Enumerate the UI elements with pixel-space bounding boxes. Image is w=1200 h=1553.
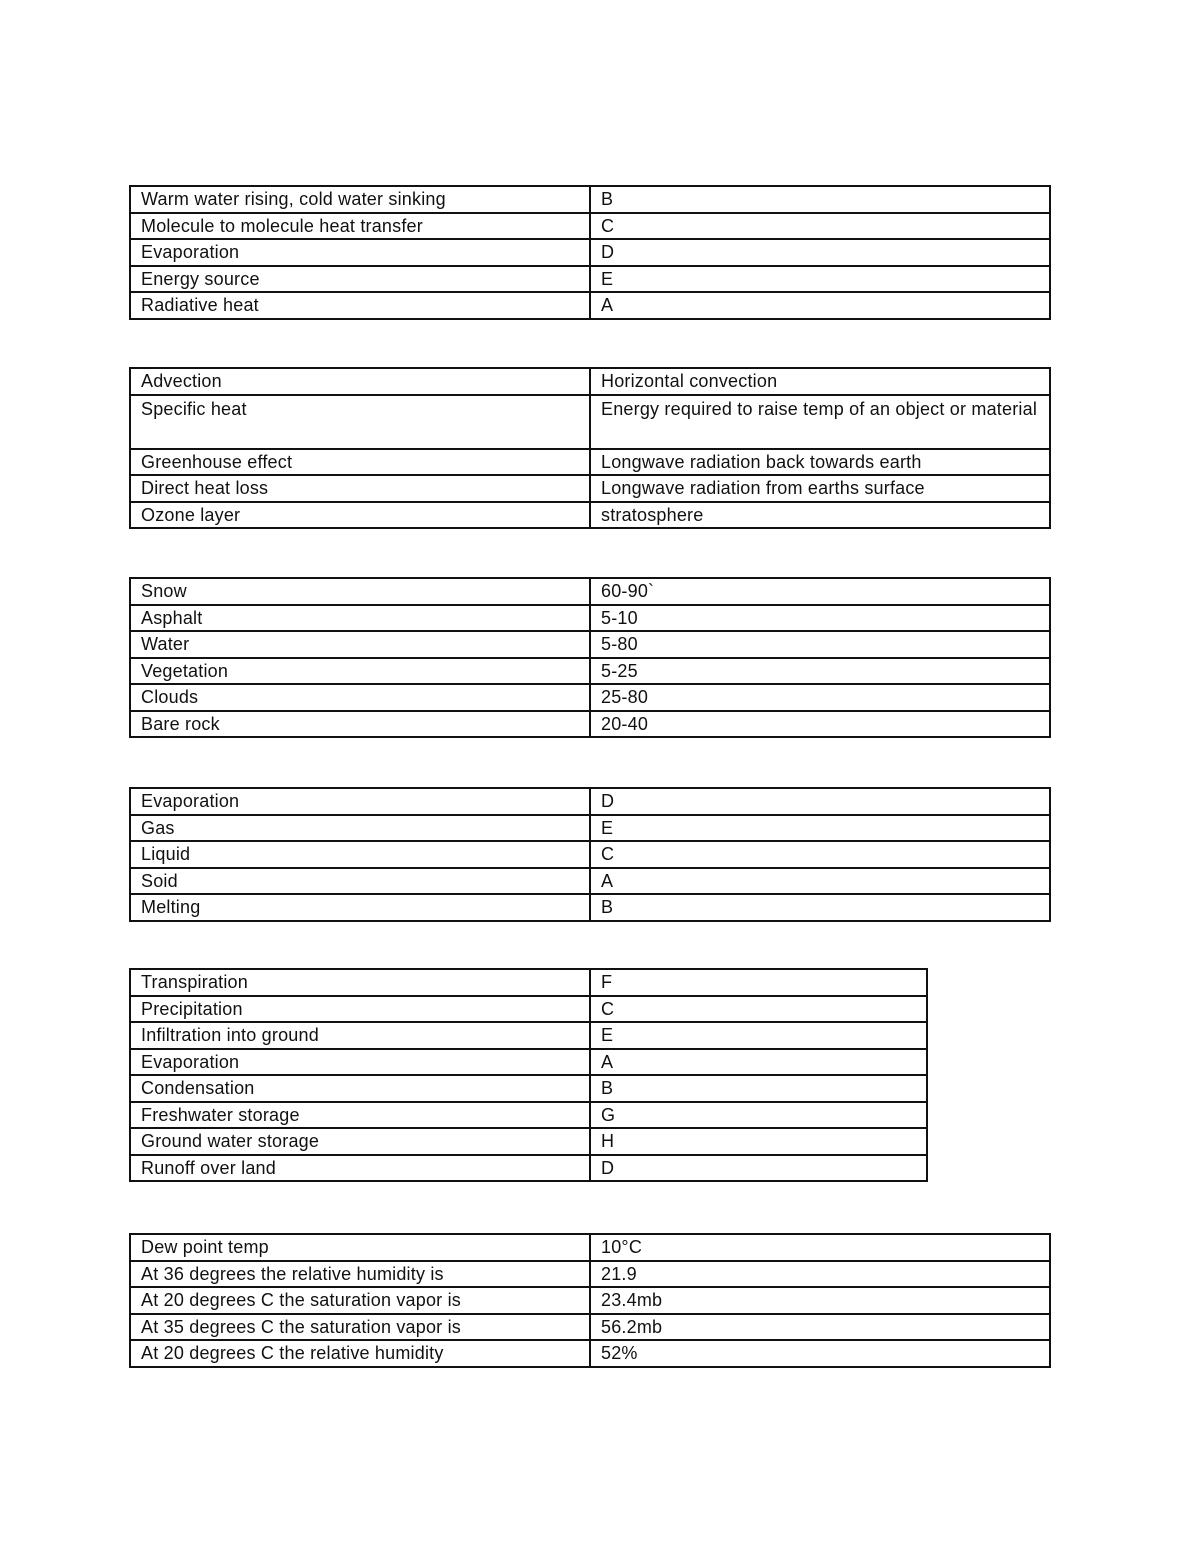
term-cell: Warm water rising, cold water sinking [130,186,590,213]
term-cell: Condensation [130,1075,590,1102]
table-water-cycle [129,968,928,1182]
surface-cell: Snow [130,578,590,605]
table-row [130,449,1050,476]
table-row [130,894,1050,921]
value-cell: 5-80 [590,631,1050,658]
answer-cell: A [590,868,1050,895]
table-row [130,815,1050,842]
table-row [130,1155,927,1182]
term-cell: Direct heat loss [130,475,590,502]
surface-cell: Water [130,631,590,658]
table-row [130,631,1050,658]
table-row [130,1049,927,1076]
surface-cell: Bare rock [130,711,590,738]
answer-cell: 10°C [590,1234,1050,1261]
question-cell: At 20 degrees C the relative humidity [130,1340,590,1367]
table-definitions [129,367,1051,529]
answer-cell: 23.4mb [590,1287,1050,1314]
value-cell: 20-40 [590,711,1050,738]
value-cell: 60-90` [590,578,1050,605]
table-row [130,969,927,996]
answer-cell: D [590,1155,927,1182]
answer-cell: C [590,213,1050,240]
answer-cell: B [590,186,1050,213]
table-humidity [129,1233,1051,1368]
question-cell: At 36 degrees the relative humidity is [130,1261,590,1288]
answer-cell: C [590,841,1050,868]
table-row [130,658,1050,685]
answer-cell: D [590,788,1050,815]
answer-cell: E [590,815,1050,842]
table-row [130,841,1050,868]
term-cell: Precipitation [130,996,590,1023]
answer-cell: B [590,1075,927,1102]
term-cell: Liquid [130,841,590,868]
answer-cell: E [590,266,1050,293]
term-cell: Transpiration [130,969,590,996]
answer-cell: E [590,1022,927,1049]
table-row [130,266,1050,293]
surface-cell: Asphalt [130,605,590,632]
value-cell: 5-25 [590,658,1050,685]
term-cell: Evaporation [130,239,590,266]
table-row [130,1314,1050,1341]
question-cell: At 20 degrees C the saturation vapor is [130,1287,590,1314]
table-row [130,1022,927,1049]
answer-cell: C [590,996,927,1023]
table-row [130,711,1050,738]
table-row [130,1234,1050,1261]
answer-cell: 52% [590,1340,1050,1367]
answer-cell: G [590,1102,927,1129]
table-row [130,1075,927,1102]
term-cell: Ozone layer [130,502,590,529]
answer-cell: 56.2mb [590,1314,1050,1341]
question-cell: At 35 degrees C the saturation vapor is [130,1314,590,1341]
term-cell: Gas [130,815,590,842]
table-heat-transfer-matching [129,185,1051,320]
answer-cell: A [590,292,1050,319]
answer-cell: 21.9 [590,1261,1050,1288]
surface-cell: Clouds [130,684,590,711]
term-cell: Soid [130,868,590,895]
table-row [130,502,1050,529]
surface-cell: Vegetation [130,658,590,685]
table-row [130,1287,1050,1314]
answer-cell: D [590,239,1050,266]
term-cell: Ground water storage [130,1128,590,1155]
question-cell: Dew point temp [130,1234,590,1261]
table-row [130,395,1050,449]
term-cell: Infiltration into ground [130,1022,590,1049]
term-cell: Radiative heat [130,292,590,319]
definition-cell: Energy required to raise temp of an object or material [590,395,1050,449]
table-phase-changes [129,787,1051,922]
term-cell: Greenhouse effect [130,449,590,476]
term-cell: Specific heat [130,395,590,449]
answer-cell: H [590,1128,927,1155]
term-cell: Evaporation [130,788,590,815]
table-row [130,239,1050,266]
table-row [130,1128,927,1155]
table-row [130,578,1050,605]
value-cell: 5-10 [590,605,1050,632]
definition-cell: stratosphere [590,502,1050,529]
answer-cell: A [590,1049,927,1076]
table-row [130,186,1050,213]
term-cell: Freshwater storage [130,1102,590,1129]
definition-cell: Longwave radiation from earths surface [590,475,1050,502]
definition-cell: Horizontal convection [590,368,1050,395]
table-row [130,292,1050,319]
term-cell: Melting [130,894,590,921]
definition-cell: Longwave radiation back towards earth [590,449,1050,476]
term-cell: Evaporation [130,1049,590,1076]
table-row [130,1102,927,1129]
table-row [130,1261,1050,1288]
table-row [130,868,1050,895]
term-cell: Energy source [130,266,590,293]
answer-cell: B [590,894,1050,921]
value-cell: 25-80 [590,684,1050,711]
answer-cell: F [590,969,927,996]
table-row [130,996,927,1023]
table-albedo-values [129,577,1051,738]
table-row [130,368,1050,395]
table-row [130,1340,1050,1367]
table-row [130,213,1050,240]
table-row [130,684,1050,711]
term-cell: Runoff over land [130,1155,590,1182]
term-cell: Advection [130,368,590,395]
table-row [130,605,1050,632]
term-cell: Molecule to molecule heat transfer [130,213,590,240]
table-row [130,788,1050,815]
table-row [130,475,1050,502]
